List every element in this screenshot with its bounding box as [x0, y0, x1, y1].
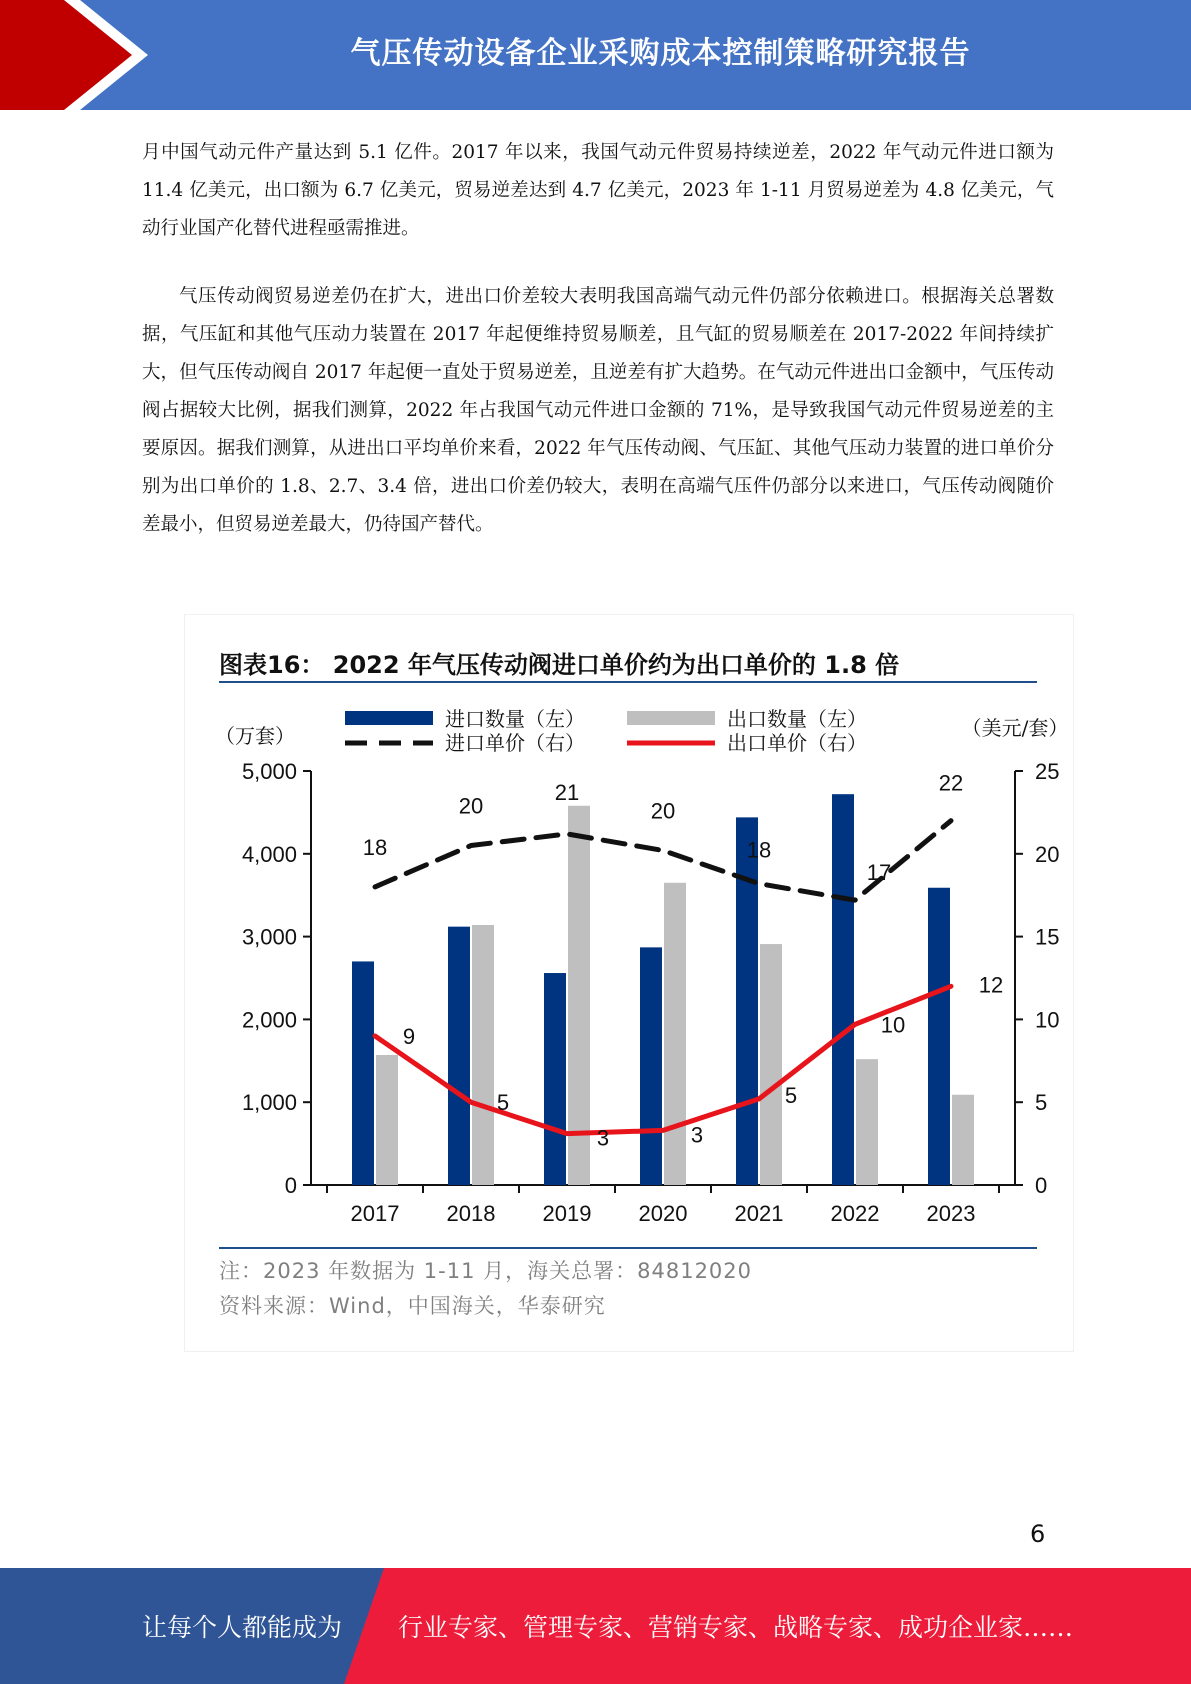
right-axis-tick-label: 20: [1035, 841, 1060, 867]
bar-export-qty-2020: [664, 883, 686, 1185]
bar-import-qty-2020: [640, 947, 662, 1185]
legend-label-3: 出口单价（右）: [727, 731, 867, 755]
report-title: 气压传动设备企业采购成本控制策略研究报告: [350, 36, 971, 71]
bar-export-qty-2018: [472, 925, 494, 1185]
right-axis-unit: （美元/套）: [961, 716, 1069, 740]
body-text: [142, 134, 1054, 574]
right-axis-tick-label: 5: [1035, 1090, 1048, 1116]
bar-export-qty-2022: [856, 1059, 878, 1185]
bar-import-qty-2023: [928, 888, 950, 1185]
page-header: [0, 0, 1191, 110]
legend-label-2: 进口单价（右）: [445, 731, 585, 755]
x-axis-tick-label: 2019: [542, 1201, 592, 1226]
export-price-label-2019: 3: [596, 1125, 610, 1151]
figure-title: 图表16： 2022 年气压传动阀进口单价约为出口单价的 1.8 倍: [219, 651, 900, 679]
x-axis-tick-label: 2020: [638, 1201, 688, 1226]
chart-legend: [345, 707, 867, 755]
bar-export-qty-2023: [952, 1095, 974, 1185]
export-price-label-2023: 12: [978, 972, 1004, 998]
figure-source: 资料来源：Wind，中国海关，华泰研究: [219, 1294, 606, 1318]
paragraph-2: 气压传动阀贸易逆差仍在扩大，进出口价差较大表明我国高端气动元件仍部分依赖进口。根据海关总署数据，气压缸和其他气压动力装置在 2017 年起便维持贸易顺差，且气缸的贸易顺差在 2017-2022 年间持续扩大，但气压传动阀自 2017 年起便一直处于贸易逆差，且逆差有扩大趋势。在气动元件进出口金额中，气压传动阀占据较大比例，据我们测算，2022 年占我国气动元件进口金额的 71%，是导致我国气动元件贸易逆差的主要原因。据我们测算，从进出口平均单价来看，2022 年气压传动阀、气压缸、其他气压动力装置的进口单价分别为出口单价的 1.8、2.7、3.4 倍，进出口价差仍较大，表明在高端气压件仍部分以来进口，气压传动阀随价差最小，但贸易逆差最大，仍待国产替代。: [142, 286, 1054, 535]
left-axis-tick-label: 3,000: [241, 924, 297, 950]
x-axis-tick-label: 2021: [734, 1201, 784, 1226]
right-axis-tick-label: 0: [1035, 1173, 1048, 1198]
left-axis-tick-label: 5,000: [241, 759, 297, 784]
import-price-line: [375, 821, 951, 900]
footer-slogan-right: 行业专家、管理专家、营销专家、战略专家、成功企业家……: [398, 1613, 1074, 1642]
bar-import-qty-2017: [352, 961, 374, 1185]
chart-bars: [352, 794, 974, 1185]
left-axis-tick-label: 0: [284, 1173, 297, 1198]
export-price-label-2018: 5: [496, 1090, 510, 1116]
import-price-label-2021: 18: [746, 837, 772, 863]
bar-import-qty-2022: [832, 794, 854, 1185]
right-axis-tick-label: 25: [1035, 759, 1060, 784]
legend-label-0: 进口数量（左）: [445, 707, 585, 731]
import-price-label-2022: 17: [866, 860, 892, 886]
import-price-label-2017: 18: [362, 834, 388, 860]
x-axis-tick-label: 2023: [926, 1201, 976, 1226]
left-axis-unit: （万套）: [215, 724, 295, 748]
bar-export-qty-2019: [568, 806, 590, 1185]
legend-swatch-1: [627, 711, 715, 725]
left-axis-tick-label: 2,000: [241, 1007, 297, 1033]
bar-import-qty-2019: [544, 973, 566, 1185]
export-price-label-2020: 3: [690, 1122, 704, 1148]
figure-bottom-rule: [219, 1247, 1037, 1249]
figure-note: 注：2023 年数据为 1-11 月，海关总署：84812020: [219, 1259, 753, 1283]
right-axis-tick-label: 15: [1035, 924, 1060, 950]
x-axis-tick-label: 2017: [350, 1201, 400, 1226]
footer-slogan-left: 让每个人都能成为: [142, 1613, 343, 1642]
header-arrow-fill: [0, 0, 132, 110]
import-price-label-2020: 20: [650, 798, 676, 824]
bar-import-qty-2021: [736, 817, 758, 1185]
bar-export-qty-2017: [376, 1055, 398, 1185]
import-price-label-2018: 20: [458, 793, 484, 819]
bar-export-qty-2021: [760, 944, 782, 1185]
right-axis-tick-label: 10: [1035, 1007, 1060, 1033]
import-price-label-2019: 21: [554, 779, 580, 805]
import-price-label-2023: 22: [938, 770, 964, 796]
legend-label-1: 出口数量（左）: [727, 707, 867, 731]
paragraph-1: 月中国气动元件产量达到 5.1 亿件。2017 年以来，我国气动元件贸易持续逆差，2022 年气动元件进口额为 11.4 亿美元，出口额为 6.7 亿美元，贸易逆差达到 4.7 亿美元，2023 年 1-11 月贸易逆差为 4.8 亿美元，气动行业国产化替代进程亟需推进。: [142, 142, 1054, 239]
left-axis-tick-label: 4,000: [241, 841, 297, 867]
legend-swatch-0: [345, 711, 433, 725]
export-price-label-2022: 10: [880, 1012, 906, 1038]
chart-canvas: [185, 615, 1073, 1247]
export-price-label-2017: 9: [402, 1023, 416, 1049]
chart-figure: [184, 614, 1074, 1352]
left-axis-tick-label: 1,000: [241, 1090, 297, 1116]
bar-import-qty-2018: [448, 927, 470, 1185]
header-arrow-decoration: [0, 0, 160, 110]
export-price-label-2021: 5: [784, 1082, 798, 1108]
page-footer: [0, 1568, 1191, 1684]
page-number: 6: [1030, 1520, 1046, 1548]
x-axis-tick-label: 2018: [446, 1201, 496, 1226]
x-axis-tick-label: 2022: [830, 1201, 880, 1226]
